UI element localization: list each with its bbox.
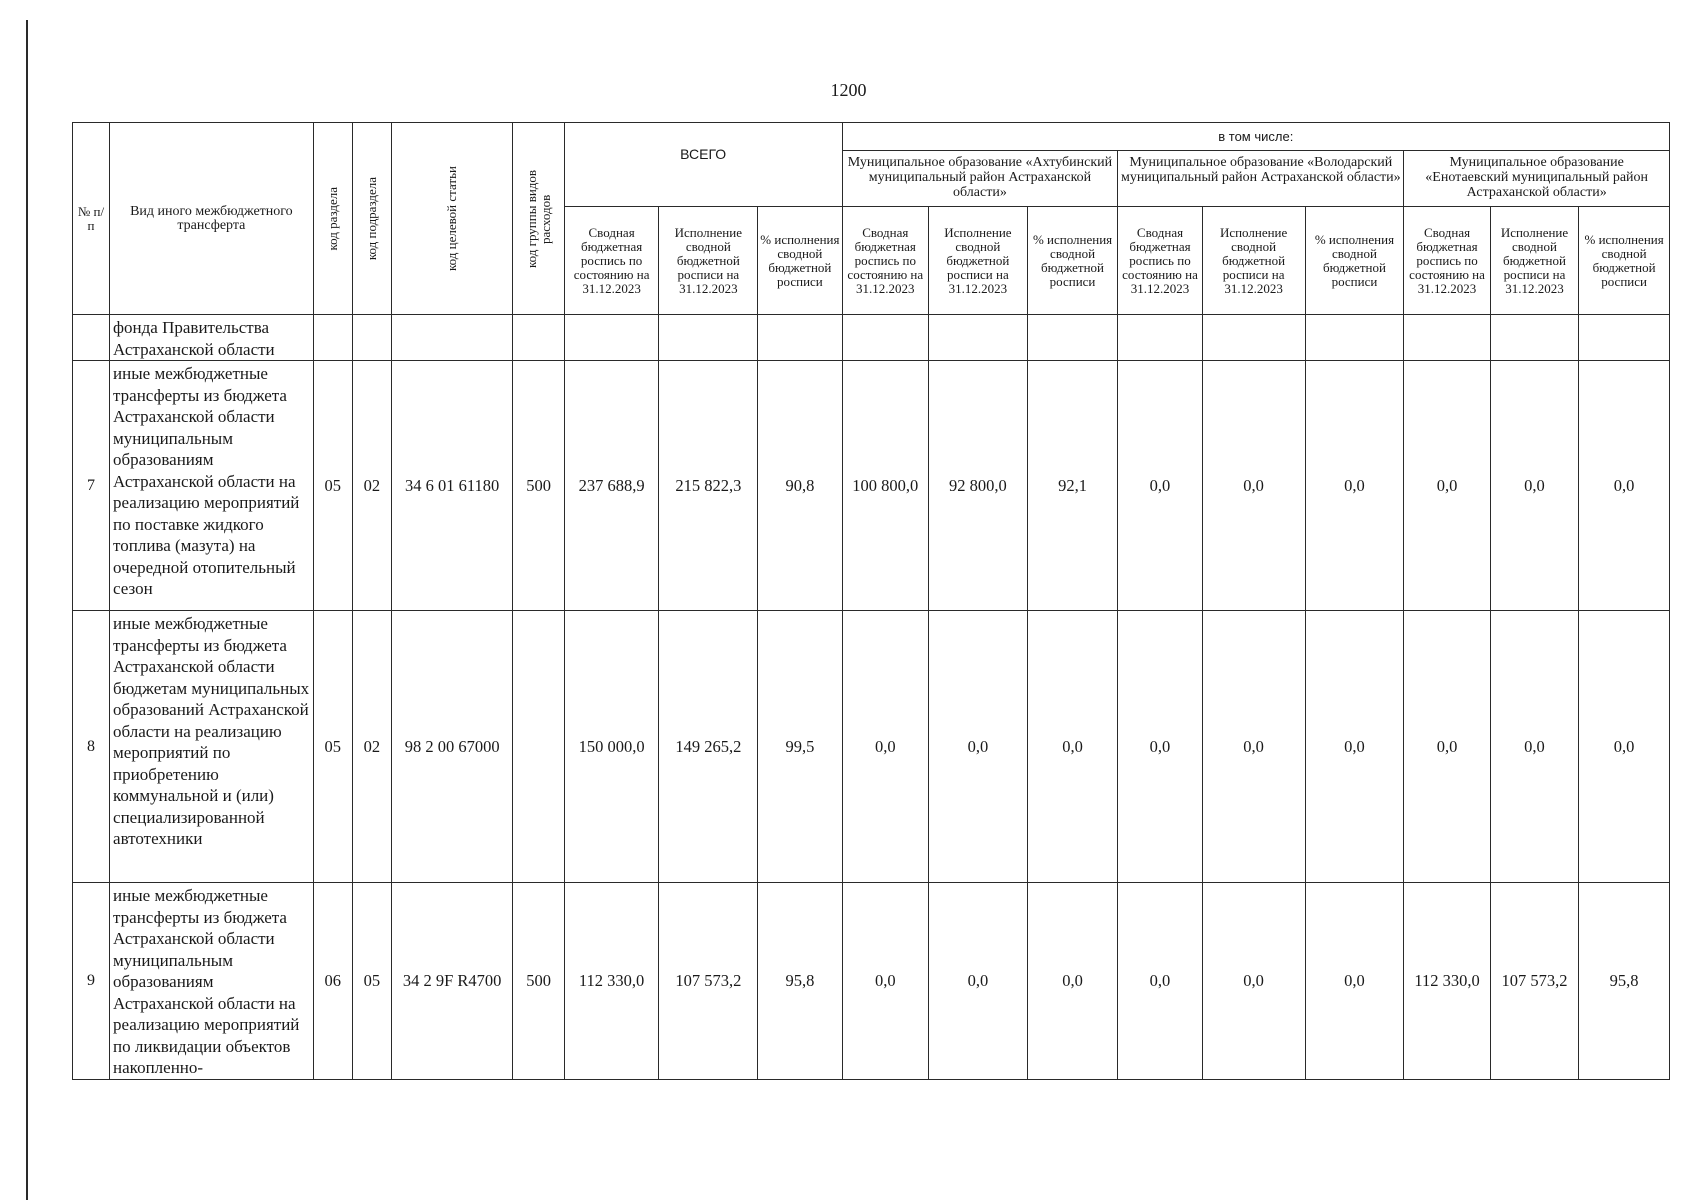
m3-percent-value: 0,0 bbox=[1579, 361, 1670, 611]
total-percent-value: 95,8 bbox=[758, 883, 842, 1080]
page-number: 1200 bbox=[830, 80, 867, 100]
m1-execution-value: 92 800,0 bbox=[929, 361, 1028, 611]
transfers-table bbox=[72, 122, 1670, 1080]
row-number: 9 bbox=[73, 883, 110, 1080]
m1-execution-value: 0,0 bbox=[929, 611, 1028, 883]
header-subsection: код подраздела bbox=[352, 123, 391, 315]
m1-percent-value: 0,0 bbox=[1027, 883, 1118, 1080]
header-expense-group: код группы видов расходов bbox=[513, 123, 564, 315]
header-m2-execution: Исполнение сводной бюджетной росписи на 31.12.2023 bbox=[1202, 207, 1305, 315]
total-plan-value: 237 688,9 bbox=[564, 361, 659, 611]
subsection-code: 02 bbox=[352, 611, 391, 883]
group-code bbox=[513, 611, 564, 883]
m3-execution-value: 0,0 bbox=[1490, 611, 1578, 883]
header-transfer-type: Вид иного межбюджетного трансферта bbox=[110, 123, 314, 315]
target-code: 34 6 01 61180 bbox=[391, 361, 512, 611]
m1-execution-value: 0,0 bbox=[929, 883, 1028, 1080]
m3-execution-value: 0,0 bbox=[1490, 361, 1578, 611]
m2-percent-value: 0,0 bbox=[1305, 361, 1404, 611]
group-code: 500 bbox=[513, 361, 564, 611]
header-m2-percent: % исполнения сводной бюджетной росписи bbox=[1305, 207, 1404, 315]
header-total: ВСЕГО bbox=[564, 123, 842, 207]
header-m3-percent: % исполнения сводной бюджетной росписи bbox=[1579, 207, 1670, 315]
transfer-name: иные межбюджетные трансферты из бюджета Астраханской области муниципальным образованиям Астраханской области на реализацию мероприятий по поставке жидкого топлива (мазута) на очередной отопительный сезон bbox=[110, 361, 314, 611]
m2-plan-value: 0,0 bbox=[1118, 361, 1202, 611]
m1-plan-value: 0,0 bbox=[842, 883, 928, 1080]
header-num: № п/п bbox=[73, 123, 110, 315]
m2-plan-value: 0,0 bbox=[1118, 883, 1202, 1080]
m2-execution-value: 0,0 bbox=[1202, 361, 1305, 611]
total-execution-value: 149 265,2 bbox=[659, 611, 758, 883]
target-code: 34 2 9F R4700 bbox=[391, 883, 512, 1080]
header-municipality-enotaevsky: Муниципальное образование «Енотаевский муниципальный район Астраханской области» bbox=[1404, 151, 1670, 207]
header-section: код раздела bbox=[313, 123, 352, 315]
m1-percent-value: 0,0 bbox=[1027, 611, 1118, 883]
header-municipality-akhtubinsky: Муниципальное образование «Ахтубинский муниципальный район Астраханской области» bbox=[842, 151, 1118, 207]
header-m1-execution: Исполнение сводной бюджетной росписи на 31.12.2023 bbox=[929, 207, 1028, 315]
m3-plan-value: 0,0 bbox=[1404, 361, 1490, 611]
header-target-article: код целевой статьи bbox=[391, 123, 512, 315]
total-percent-value: 99,5 bbox=[758, 611, 842, 883]
subsection-code: 02 bbox=[352, 361, 391, 611]
table-row bbox=[73, 361, 1670, 611]
binding-edge bbox=[26, 20, 28, 1200]
row-number: 7 bbox=[73, 361, 110, 611]
section-code: 05 bbox=[313, 611, 352, 883]
m2-execution-value: 0,0 bbox=[1202, 611, 1305, 883]
table-row bbox=[73, 883, 1670, 1080]
total-percent-value: 90,8 bbox=[758, 361, 842, 611]
header-m3-execution: Исполнение сводной бюджетной росписи на 31.12.2023 bbox=[1490, 207, 1578, 315]
m3-percent-value: 95,8 bbox=[1579, 883, 1670, 1080]
header-total-plan: Сводная бюджетная роспись по состоянию на 31.12.2023 bbox=[564, 207, 659, 315]
m2-plan-value: 0,0 bbox=[1118, 611, 1202, 883]
continuation-text: фонда Правительства Астраханской области bbox=[110, 315, 314, 361]
header-municipality-volodarsky: Муниципальное образование «Володарский муниципальный район Астраханской области» bbox=[1118, 151, 1404, 207]
table-row bbox=[73, 611, 1670, 883]
header-total-percent: % исполнения сводной бюджетной росписи bbox=[758, 207, 842, 315]
header-including: в том числе: bbox=[842, 123, 1669, 151]
section-code: 05 bbox=[313, 361, 352, 611]
header-m1-plan: Сводная бюджетная роспись по состоянию на 31.12.2023 bbox=[842, 207, 928, 315]
m3-plan-value: 0,0 bbox=[1404, 611, 1490, 883]
m2-percent-value: 0,0 bbox=[1305, 883, 1404, 1080]
section-code: 06 bbox=[313, 883, 352, 1080]
m1-plan-value: 0,0 bbox=[842, 611, 928, 883]
header-m3-plan: Сводная бюджетная роспись по состоянию на 31.12.2023 bbox=[1404, 207, 1490, 315]
m1-percent-value: 92,1 bbox=[1027, 361, 1118, 611]
m3-percent-value: 0,0 bbox=[1579, 611, 1670, 883]
row-number: 8 bbox=[73, 611, 110, 883]
total-plan-value: 112 330,0 bbox=[564, 883, 659, 1080]
subsection-code: 05 bbox=[352, 883, 391, 1080]
table-row-continuation bbox=[73, 315, 1670, 361]
target-code: 98 2 00 67000 bbox=[391, 611, 512, 883]
m2-percent-value: 0,0 bbox=[1305, 611, 1404, 883]
header-total-execution: Исполнение сводной бюджетной росписи на 31.12.2023 bbox=[659, 207, 758, 315]
total-plan-value: 150 000,0 bbox=[564, 611, 659, 883]
total-execution-value: 215 822,3 bbox=[659, 361, 758, 611]
m3-execution-value: 107 573,2 bbox=[1490, 883, 1578, 1080]
m2-execution-value: 0,0 bbox=[1202, 883, 1305, 1080]
m1-plan-value: 100 800,0 bbox=[842, 361, 928, 611]
header-m1-percent: % исполнения сводной бюджетной росписи bbox=[1027, 207, 1118, 315]
m3-plan-value: 112 330,0 bbox=[1404, 883, 1490, 1080]
group-code: 500 bbox=[513, 883, 564, 1080]
transfer-name: иные межбюджетные трансферты из бюджета Астраханской области бюджетам муниципальных образований Астраханской области на реализацию мероприятий по приобретению коммунальной и (или) специализированной автотехники bbox=[110, 611, 314, 883]
header-m2-plan: Сводная бюджетная роспись по состоянию на 31.12.2023 bbox=[1118, 207, 1202, 315]
total-execution-value: 107 573,2 bbox=[659, 883, 758, 1080]
transfer-name: иные межбюджетные трансферты из бюджета Астраханской области муниципальным образованиям Астраханской области на реализацию мероприятий по ликвидации объектов накопленно- bbox=[110, 883, 314, 1080]
